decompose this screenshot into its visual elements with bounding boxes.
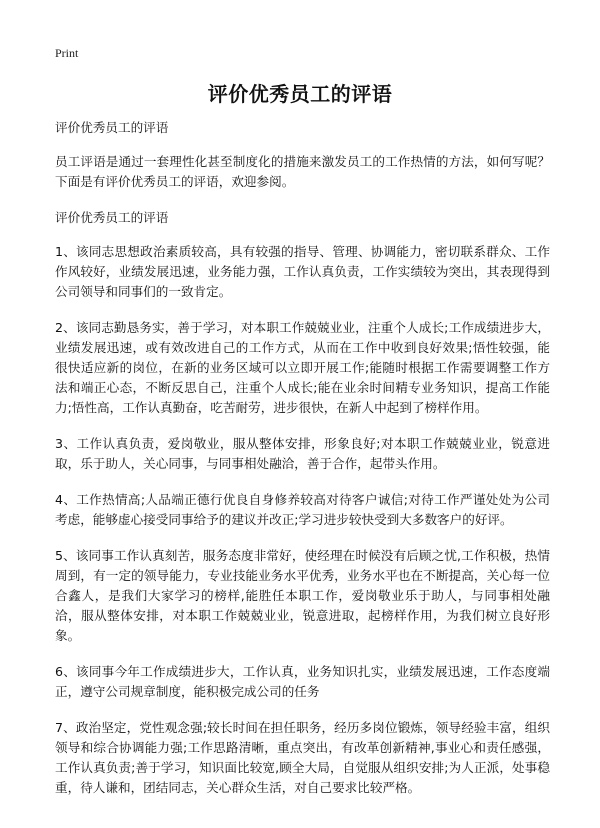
intro-paragraph: 员工评语是通过一套理性化甚至制度化的措施来激发员工的工作热情的方法，如何写呢？下面是有评价优秀员工的评语，欢迎参阅。 [55,154,550,189]
list-item: 6、该同事今年工作成绩进步大，工作认真，业务知识扎实，业绩发展迅速，工作态度端正，遵守公司规章制度，能积极完成公司的任务 [55,664,550,699]
print-link[interactable]: Print [55,46,79,60]
list-item: 7、政治坚定，党性观念强;较长时间在担任职务，经历多岗位锻炼，领导经验丰富，组织领导和综合协调能力强;工作思路清晰，重点突出，有改革创新精神,事业心和责任感强，工作认真负责;善于学习，知识面比较宽,顾全大局，自觉服从组织安排;为人正派，处事稳重，待人谦和，团结同志，关心群众生活，对自己要求比较严格。 [55,720,550,795]
page-title: 评价优秀员工的评语 [207,82,393,106]
list-item: 2、该同志勤恳务实，善于学习，对本职工作兢兢业业，注重个人成长;工作成绩进步大，业绩发展迅速，或有效改进自己的工作方式，从而在工作中收到良好效果;悟性较强，能很快适应新的岗位，在新的业务区域可以立即开展工作;能随时根据工作需要调整工作方法和端正心态，不断反思自己，注重个人成长;能在业余时间精专业务知识，提高工作能力;悟性高，工作认真勤奋，吃苦耐劳，进步很快，在新人中起到了榜样作用。 [55,320,550,415]
section-subtitle: 评价优秀员工的评语 [55,120,169,135]
section-subtitle: 评价优秀员工的评语 [55,210,169,225]
article-body [55,118,550,814]
list-item: 3、工作认真负责，爱岗敬业，服从整体安排，形象良好;对本职工作兢兢业业，锐意进取，乐于助人，关心同事，与同事相处融洽，善于合作，起带头作用。 [55,436,550,471]
list-item: 1、该同志思想政治素质较高，具有较强的指导、管理、协调能力，密切联系群众、工作作风较好，业绩发展迅速，业务能力强，工作认真负责，工作实绩较为突出，其表现得到公司领导和同事们的一致肯定。 [55,244,550,299]
list-item: 5、该同事工作认真刻苦，服务态度非常好，使经理在时候没有后顾之忧,工作积极，热情周到，有一定的领导能力，专业技能业务水平优秀，业务水平也在不断提高，关心每一位合鑫人，是我们大家学习的榜样,能胜任本职工作，爱岗敬业乐于助人，与同事相处融洽，服从整体安排，对本职工作兢兢业业，锐意进取，起榜样作用，为我们树立良好形象。 [55,548,550,643]
list-item: 4、工作热情高;人品端正德行优良自身修养较高对待客户诚信;对待工作严谨处处为公司考虑，能够虚心接受同事给予的建议并改正;学习进步较快受到大多数客户的好评。 [55,492,550,527]
